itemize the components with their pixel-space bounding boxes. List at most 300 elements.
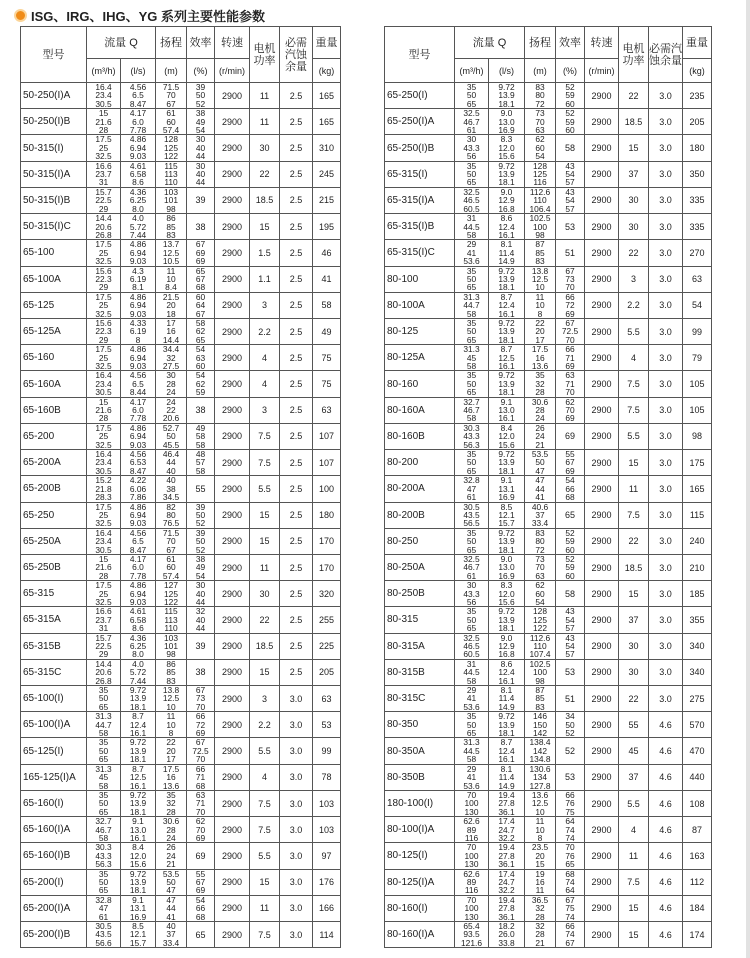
- efficiency-cell: [556, 554, 585, 580]
- table-row: [21, 502, 341, 528]
- efficiency-cell-line: 70: [195, 754, 206, 765]
- flow-ls-cell-line: 9.03: [129, 439, 147, 450]
- npsh-cell: 3.0: [649, 502, 683, 528]
- flow-ls-cell-line: 4.36: [129, 187, 147, 197]
- flow-m3h-cell: [455, 686, 489, 712]
- head-cell-line: 11: [535, 816, 545, 827]
- model-cell: 80-315A: [385, 633, 455, 659]
- flow-ls-cell: [489, 843, 525, 869]
- unit-weight: (kg): [683, 59, 712, 83]
- flow-ls-cell-line: 16.1: [498, 361, 515, 371]
- flow-ls-cell: [489, 712, 525, 738]
- efficiency-cell-line: 30: [195, 580, 206, 591]
- model-cell: 80-125(I)A: [385, 869, 455, 895]
- head-cell-line: 83: [535, 701, 545, 712]
- flow-ls-cell-line: 13.9: [129, 876, 147, 887]
- flow-ls-cell-line: 6.19: [129, 326, 147, 337]
- head-cell-line: 47: [166, 885, 176, 896]
- table-row: [385, 345, 712, 371]
- flow-ls-cell: [121, 240, 156, 266]
- efficiency-cell-line: 43: [565, 161, 575, 171]
- table-row: [21, 292, 341, 318]
- head-cell-line: 24: [535, 413, 545, 424]
- efficiency-cell: 51: [556, 240, 585, 266]
- flow-m3h-cell-line: 65: [98, 754, 109, 765]
- head-cell-line: 8: [537, 308, 543, 319]
- header-flow: 流量 Q: [87, 27, 156, 59]
- speed-cell: 2900: [215, 476, 250, 502]
- head-cell-line: 146: [533, 711, 547, 722]
- model-cell: 65-315(I)A: [385, 187, 455, 213]
- flow-ls-cell-line: 18.1: [498, 465, 515, 476]
- head-cell-line: 12.5: [162, 247, 180, 258]
- model-cell: 50-315(I)B: [21, 187, 87, 213]
- speed-cell: 2900: [215, 397, 250, 423]
- flow-m3h-cell-line: 29: [98, 282, 109, 293]
- head-cell-line: 83: [166, 229, 176, 240]
- npsh-cell: 2.5: [280, 633, 313, 659]
- flow-m3h-cell-line: 44.5: [463, 221, 480, 232]
- flow-ls-cell-line: 6.58: [129, 169, 147, 180]
- npsh-cell: 3.0: [649, 292, 683, 318]
- model-cell: 65-315A: [21, 607, 87, 633]
- flow-m3h-cell-line: 14.4: [95, 213, 112, 224]
- power-cell: 22: [250, 607, 280, 633]
- head-cell: [156, 607, 187, 633]
- flow-m3h-cell-line: 46.5: [463, 195, 480, 206]
- power-cell: 5.5: [250, 738, 280, 764]
- head-cell: [525, 240, 556, 266]
- npsh-cell: 2.5: [280, 345, 313, 371]
- efficiency-cell-line: 70: [565, 282, 575, 293]
- npsh-cell: 3.0: [649, 214, 683, 240]
- efficiency-cell-line: 69: [195, 247, 206, 258]
- table-row: [385, 712, 712, 738]
- flow-m3h-cell-line: 32.5: [95, 308, 112, 319]
- flow-ls-cell: [489, 423, 525, 449]
- efficiency-cell: [556, 633, 585, 659]
- flow-m3h-cell-line: 29: [466, 239, 477, 250]
- npsh-cell: 4.6: [649, 843, 683, 869]
- head-cell-line: 61: [166, 108, 176, 119]
- model-cell: 80-125A: [385, 345, 455, 371]
- weight-cell: 63: [313, 397, 341, 423]
- weight-cell: 105: [683, 371, 712, 397]
- flow-ls-cell-line: 9.72: [498, 449, 515, 460]
- efficiency-cell-line: 69: [565, 413, 575, 424]
- flow-m3h-cell-line: 28: [98, 570, 109, 581]
- table-row: [21, 371, 341, 397]
- head-cell-line: 85: [166, 667, 176, 678]
- head-cell-line: 10: [535, 300, 545, 311]
- efficiency-cell-line: 69: [195, 832, 206, 843]
- speed-cell: 2900: [585, 869, 619, 895]
- flow-ls-cell: [489, 214, 525, 240]
- flow-m3h-cell-line: 32.5: [95, 151, 112, 162]
- head-cell: [156, 790, 187, 816]
- table-row: [385, 318, 712, 344]
- npsh-cell: 3.0: [649, 109, 683, 135]
- table-row: [385, 292, 712, 318]
- power-cell: 7.5: [250, 423, 280, 449]
- flow-m3h-cell-line: 60.5: [463, 203, 480, 214]
- flow-m3h-cell: [455, 109, 489, 135]
- speed-cell: 2900: [215, 764, 250, 790]
- weight-cell: 210: [683, 554, 712, 580]
- model-cell: 65-250B: [21, 554, 87, 580]
- flow-m3h-cell-line: 14.4: [95, 659, 112, 669]
- table-row: [385, 764, 712, 790]
- header-weight: 重量: [683, 27, 712, 59]
- efficiency-cell-line: 64: [565, 885, 575, 896]
- model-cell: 80-160(I)A: [385, 922, 455, 948]
- flow-ls-cell: [489, 659, 525, 685]
- head-cell-line: 16: [535, 352, 545, 363]
- efficiency-cell-line: 63: [195, 352, 206, 363]
- flow-ls-cell: [489, 817, 525, 843]
- table-row: [21, 738, 341, 764]
- flow-m3h-cell-line: 32.8: [95, 895, 112, 905]
- weight-cell: 270: [683, 240, 712, 266]
- head-cell-line: 10: [535, 282, 545, 293]
- efficiency-cell-line: 70: [565, 405, 575, 416]
- efficiency-cell: [187, 109, 215, 135]
- flow-m3h-cell-line: 58: [466, 229, 477, 240]
- table-row: [385, 922, 712, 948]
- efficiency-cell: 53: [556, 764, 585, 790]
- efficiency-cell: 55: [187, 476, 215, 502]
- table-row: [21, 135, 341, 161]
- flow-ls-cell: [489, 450, 525, 476]
- efficiency-cell: [187, 528, 215, 554]
- flow-m3h-cell-line: 31: [466, 659, 477, 669]
- flow-m3h-cell-line: 65: [466, 387, 477, 398]
- head-cell-line: 10: [535, 824, 545, 835]
- power-cell: 15: [250, 869, 280, 895]
- power-cell: 4: [250, 764, 280, 790]
- flow-m3h-cell-line: 21.6: [95, 562, 112, 573]
- flow-m3h-cell-line: 30: [466, 134, 477, 145]
- power-cell: 5.5: [250, 843, 280, 869]
- efficiency-cell-line: 64: [565, 816, 575, 827]
- flow-ls-cell-line: 18.1: [129, 885, 147, 896]
- flow-ls-cell: [121, 292, 156, 318]
- flow-ls-cell: [489, 292, 525, 318]
- flow-m3h-cell: [87, 581, 121, 607]
- head-cell-line: 60: [166, 116, 176, 127]
- speed-cell: 2900: [585, 738, 619, 764]
- flow-ls-cell-line: 9.0: [500, 187, 513, 197]
- flow-m3h-cell-line: 100: [464, 903, 479, 914]
- head-cell: [525, 476, 556, 502]
- flow-m3h-cell-line: 130: [464, 859, 479, 870]
- model-cell: 165-125(I)A: [21, 764, 87, 790]
- efficiency-cell-line: 62: [195, 326, 206, 337]
- efficiency-cell-line: 74: [565, 832, 575, 843]
- table-row: [21, 187, 341, 213]
- power-cell: 1.1: [250, 266, 280, 292]
- flow-ls-cell: [121, 135, 156, 161]
- power-cell: 15: [250, 528, 280, 554]
- head-cell-line: 142: [533, 745, 547, 756]
- weight-cell: 163: [683, 843, 712, 869]
- efficiency-cell-line: 44: [195, 623, 206, 634]
- flow-m3h-cell-line: 30.5: [95, 465, 112, 476]
- power-cell: 15: [250, 659, 280, 685]
- flow-ls-cell: [489, 790, 525, 816]
- flow-m3h-cell: [455, 292, 489, 318]
- flow-ls-cell-line: 12.5: [129, 772, 147, 783]
- head-cell-line: 103: [164, 633, 178, 643]
- flow-ls-cell: [121, 450, 156, 476]
- table-row: [385, 895, 712, 921]
- flow-ls-cell-line: 16.1: [498, 413, 515, 424]
- flow-m3h-cell-line: 22.5: [95, 641, 112, 651]
- head-cell-line: 11: [166, 711, 176, 722]
- model-cell: 80-160(I): [385, 895, 455, 921]
- head-cell-line: 134: [533, 772, 547, 783]
- speed-cell: 2900: [215, 659, 250, 685]
- table-row: [385, 633, 712, 659]
- flow-ls-cell-line: 9.1: [500, 475, 513, 486]
- efficiency-cell: [556, 607, 585, 633]
- flow-m3h-cell: [87, 423, 121, 449]
- flow-ls-cell-line: 18.1: [498, 623, 515, 634]
- head-cell-line: 115: [164, 606, 178, 617]
- efficiency-cell: [556, 922, 585, 948]
- flow-m3h-cell-line: 50: [466, 536, 477, 547]
- head-cell-line: 142: [533, 728, 547, 738]
- head-cell-line: 28: [535, 911, 545, 922]
- speed-cell: 2900: [585, 423, 619, 449]
- flow-m3h-cell: [455, 135, 489, 161]
- flow-ls-cell-line: 9.03: [129, 518, 147, 529]
- head-cell-line: 128: [164, 134, 178, 145]
- flow-ls-cell: [121, 266, 156, 292]
- flow-ls-cell-line: 19.4: [498, 895, 515, 905]
- flow-m3h-cell: [87, 83, 121, 109]
- flow-m3h-cell-line: 43.3: [463, 431, 480, 442]
- unit-flow-m3h: (m³/h): [87, 59, 121, 83]
- npsh-cell: 4.6: [649, 895, 683, 921]
- flow-ls-cell-line: 13.9: [498, 273, 515, 284]
- npsh-cell: 3.0: [649, 450, 683, 476]
- flow-m3h-cell-line: 45: [466, 352, 477, 363]
- flow-m3h-cell: [87, 607, 121, 633]
- weight-cell: 275: [683, 686, 712, 712]
- efficiency-cell-line: 62: [195, 378, 206, 389]
- efficiency-cell: [187, 371, 215, 397]
- efficiency-cell-line: 59: [195, 387, 206, 398]
- head-cell-line: 54: [535, 151, 545, 162]
- flow-ls-cell-line: 4.17: [129, 397, 147, 407]
- efficiency-cell-line: 71: [195, 798, 206, 809]
- speed-cell: 2900: [585, 397, 619, 423]
- flow-ls-cell: [121, 738, 156, 764]
- efficiency-cell-line: 40: [195, 588, 206, 599]
- head-cell-line: 60: [535, 142, 545, 153]
- head-cell-line: 87: [535, 685, 545, 696]
- efficiency-cell: [187, 135, 215, 161]
- efficiency-cell-line: 74: [565, 824, 575, 835]
- head-cell: [525, 817, 556, 843]
- efficiency-cell: [187, 554, 215, 580]
- npsh-cell: 2.5: [280, 83, 313, 109]
- spec-table-right: [384, 26, 712, 948]
- model-cell: 65-200(I)B: [21, 922, 87, 948]
- table-row: [385, 371, 712, 397]
- power-cell: 11: [619, 476, 649, 502]
- head-cell-line: 17: [166, 754, 176, 765]
- efficiency-cell: 38: [187, 214, 215, 240]
- model-cell: 65-100(I)A: [21, 712, 87, 738]
- flow-m3h-cell-line: 50: [466, 273, 477, 284]
- head-cell-line: 83: [535, 82, 545, 92]
- head-cell-line: 60: [166, 562, 176, 573]
- header-flow: 流量 Q: [455, 27, 525, 59]
- head-cell-line: 34.4: [162, 344, 180, 355]
- model-cell: 80-100(I)A: [385, 817, 455, 843]
- head-cell-line: 11: [535, 885, 545, 896]
- power-cell: 15: [619, 450, 649, 476]
- flow-m3h-cell: [455, 738, 489, 764]
- efficiency-cell-line: 74: [565, 876, 575, 887]
- efficiency-cell-line: 38: [195, 554, 206, 564]
- power-cell: 15: [619, 895, 649, 921]
- flow-ls-cell-line: 32.2: [498, 885, 515, 896]
- flow-m3h-cell-line: 23.7: [95, 614, 112, 625]
- flow-ls-cell-line: 9.72: [498, 82, 515, 92]
- efficiency-cell-line: 67: [565, 937, 575, 948]
- efficiency-cell: [556, 843, 585, 869]
- efficiency-cell: [556, 109, 585, 135]
- efficiency-cell: [556, 895, 585, 921]
- head-cell-line: 122: [164, 596, 178, 607]
- head-cell: [156, 423, 187, 449]
- flow-m3h-cell: [87, 633, 121, 659]
- flow-m3h-cell: [455, 817, 489, 843]
- flow-m3h-cell: [87, 895, 121, 921]
- head-cell: [525, 895, 556, 921]
- efficiency-cell-line: 70: [195, 701, 206, 712]
- power-cell: 2.2: [250, 712, 280, 738]
- npsh-cell: 2.5: [280, 554, 313, 580]
- unit-weight: (kg): [313, 59, 341, 83]
- flow-m3h-cell: [455, 240, 489, 266]
- efficiency-cell-line: 54: [195, 125, 206, 135]
- npsh-cell: 3.0: [280, 738, 313, 764]
- efficiency-cell-line: 67: [195, 737, 206, 748]
- efficiency-cell-line: 71: [565, 378, 575, 389]
- flow-m3h-cell-line: 35: [466, 161, 477, 171]
- head-cell: [525, 214, 556, 240]
- head-cell: [525, 371, 556, 397]
- unit-speed: (r/min): [585, 59, 619, 83]
- flow-m3h-cell-line: 16.4: [95, 82, 112, 92]
- header-speed: 转速: [215, 27, 250, 59]
- flow-m3h-cell-line: 15: [98, 554, 109, 564]
- flow-m3h-cell-line: 89: [466, 824, 477, 835]
- head-cell-line: 110: [533, 641, 547, 651]
- flow-m3h-cell: [87, 318, 121, 344]
- flow-ls-cell-line: 15.7: [129, 937, 147, 948]
- flow-m3h-cell-line: 65: [466, 465, 477, 476]
- flow-m3h-cell-line: 70: [466, 895, 477, 905]
- efficiency-cell-line: 50: [195, 90, 206, 101]
- speed-cell: 2900: [215, 109, 250, 135]
- table-row: [385, 83, 712, 109]
- head-cell-line: 44: [166, 457, 176, 468]
- npsh-cell: 3.0: [649, 161, 683, 187]
- flow-m3h-cell-line: 70: [466, 790, 477, 800]
- model-cell: 65-160(I)B: [21, 843, 87, 869]
- table-row: [21, 266, 341, 292]
- efficiency-cell: [187, 869, 215, 895]
- flow-ls-cell-line: 9.0: [500, 633, 513, 643]
- flow-ls-cell-line: 13.0: [498, 116, 515, 127]
- head-cell-line: 67: [166, 544, 176, 555]
- flow-ls-cell-line: 19.4: [498, 842, 515, 853]
- table-row: [21, 817, 341, 843]
- weight-cell: 87: [683, 817, 712, 843]
- weight-cell: 41: [313, 266, 341, 292]
- power-cell: 30: [619, 214, 649, 240]
- efficiency-cell: 58: [556, 135, 585, 161]
- power-cell: 4: [619, 345, 649, 371]
- flow-m3h-cell-line: 50: [98, 798, 109, 809]
- power-cell: 37: [619, 764, 649, 790]
- power-cell: 30: [250, 135, 280, 161]
- efficiency-cell-line: 54: [565, 641, 575, 651]
- table-row: [21, 764, 341, 790]
- npsh-cell: 3.0: [649, 266, 683, 292]
- flow-ls-cell-line: 12.0: [129, 850, 147, 861]
- flow-ls-cell: [489, 633, 525, 659]
- flow-ls-cell-line: 9.03: [129, 361, 147, 371]
- flow-m3h-cell-line: 50: [466, 169, 477, 180]
- flow-m3h-cell-line: 30.5: [95, 387, 112, 398]
- flow-ls-cell-line: 6.94: [129, 247, 147, 258]
- efficiency-cell-line: 63: [565, 370, 575, 381]
- speed-cell: 2900: [215, 214, 250, 240]
- model-cell: 65-125: [21, 292, 87, 318]
- npsh-cell: 2.5: [280, 318, 313, 344]
- model-cell: 65-200: [21, 423, 87, 449]
- efficiency-cell-line: 52: [195, 518, 206, 529]
- efficiency-cell-line: 44: [195, 596, 206, 607]
- efficiency-cell-line: 71: [565, 352, 575, 363]
- speed-cell: 2900: [585, 659, 619, 685]
- head-cell-line: 72: [535, 98, 545, 109]
- power-cell: 3: [619, 266, 649, 292]
- efficiency-cell: 39: [187, 187, 215, 213]
- flow-ls-cell: [121, 922, 156, 948]
- flow-ls-cell: [489, 922, 525, 948]
- head-cell-line: 30.6: [531, 397, 549, 407]
- flow-m3h-cell-line: 23.4: [95, 90, 112, 101]
- flow-ls-cell-line: 8.7: [500, 292, 513, 302]
- table-row: [21, 318, 341, 344]
- head-cell: [525, 528, 556, 554]
- table-row: [385, 817, 712, 843]
- header-model: 型号: [385, 27, 455, 83]
- head-cell-line: 113: [164, 614, 178, 625]
- flow-m3h-cell-line: 130: [464, 911, 479, 922]
- power-cell: 11: [250, 109, 280, 135]
- model-cell: 80-125: [385, 318, 455, 344]
- head-cell-line: 24: [166, 397, 176, 407]
- flow-m3h-cell-line: 25: [98, 300, 109, 311]
